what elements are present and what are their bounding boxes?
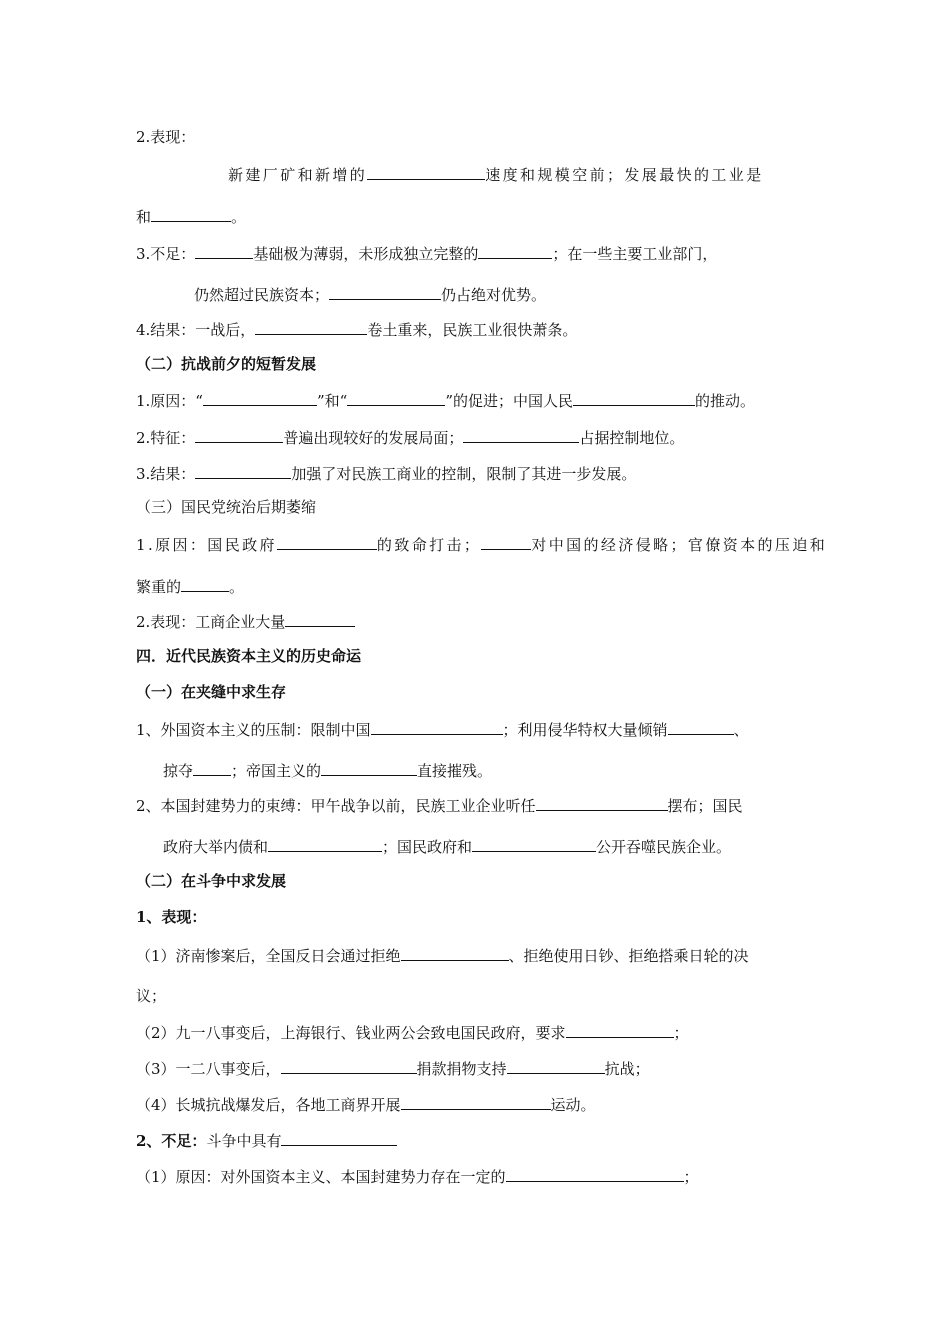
text-line: 4.结果：一战后， 卷土重来，民族工业很快萧条。 — [136, 318, 577, 340]
fill-blank[interactable] — [536, 794, 668, 811]
text-line: （2）九一八事变后，上海银行、钱业两公会致电国民政府，要求 ； — [136, 1021, 689, 1043]
fill-blank[interactable] — [195, 426, 283, 443]
fill-blank[interactable] — [321, 759, 417, 776]
text-line: 2.特征： 普遍出现较好的发展局面； 占据控制地位。 — [136, 426, 684, 448]
fill-blank[interactable] — [329, 283, 441, 300]
text-line: （3）一二八事变后， 捐款捐物支持 抗战； — [136, 1057, 650, 1079]
fill-blank[interactable] — [151, 205, 231, 222]
text-line: 1.原因：国民政府 的致命打击； 对中国的经济侵略；官僚资本的压迫和 — [136, 533, 827, 555]
fill-blank[interactable] — [277, 533, 377, 550]
text-line: （1）原因：对外国资本主义、本国封建势力存在一定的 ； — [136, 1165, 699, 1187]
text-line: 新建厂矿和新增的 速度和规模空前；发展最快的工业是 — [228, 163, 764, 185]
fill-blank[interactable] — [472, 835, 596, 852]
text-line: 2、不足：斗争中具有 — [136, 1129, 397, 1151]
fill-blank[interactable] — [573, 389, 695, 406]
fill-blank[interactable] — [367, 163, 485, 180]
text-line: 3.结果： 加强了对民族工商业的控制，限制了其进一步发展。 — [136, 462, 636, 484]
fill-blank[interactable] — [203, 389, 317, 406]
fill-blank[interactable] — [281, 1057, 417, 1074]
fill-blank[interactable] — [195, 462, 291, 479]
section-heading: 1、表现： — [136, 908, 207, 926]
fill-blank[interactable] — [285, 610, 355, 627]
fill-blank[interactable] — [507, 1057, 605, 1074]
text-line: 1.原因：“ ”和“ ”的促进；中国人民 的推动。 — [136, 389, 755, 411]
text-line: 1、外国资本主义的压制：限制中国 ；利用侵华特权大量倾销 、 — [136, 718, 749, 740]
text-line: 2.表现：工商企业大量 — [136, 610, 355, 632]
text-line: 2、本国封建势力的束缚：甲午战争以前，民族工业企业听任 摆布；国民 — [136, 794, 743, 816]
section-heading: （三）国民党统治后期萎缩 — [136, 498, 317, 516]
text-line: 和 。 — [136, 205, 246, 227]
fill-blank[interactable] — [347, 389, 445, 406]
text-line: 繁重的 。 — [136, 575, 244, 597]
text-line: （1）济南惨案后，全国反日会通过拒绝 、拒绝使用日钞、拒绝搭乘日轮的决 — [136, 944, 749, 966]
text-line: 政府大举内债和 ；国民政府和 公开吞噬民族企业。 — [163, 835, 731, 857]
text-line: 议； — [136, 987, 167, 1005]
fill-blank[interactable] — [268, 835, 382, 852]
fill-blank[interactable] — [193, 759, 231, 776]
fill-blank[interactable] — [478, 242, 552, 259]
fill-blank[interactable] — [566, 1021, 674, 1038]
section-heading: （一）在夹缝中求生存 — [136, 683, 287, 701]
fill-blank[interactable] — [281, 1129, 397, 1146]
section-heading: （二）在斗争中求发展 — [136, 872, 287, 890]
fill-blank[interactable] — [255, 318, 367, 335]
text-line: 2.表现： — [136, 128, 196, 146]
text-line: （4）长城抗战爆发后，各地工商界开展 运动。 — [136, 1093, 596, 1115]
section-heading: （二）抗战前夕的短暂发展 — [136, 355, 317, 373]
section-heading: 四．近代民族资本主义的历史命运 — [136, 647, 362, 665]
fill-blank[interactable] — [506, 1165, 684, 1182]
fill-blank[interactable] — [195, 242, 253, 259]
text-line: 3.不足： 基础极为薄弱，未形成独立完整的 ；在一些主要工业部门， — [136, 242, 717, 264]
fill-blank[interactable] — [371, 718, 503, 735]
text-line: 仍然超过民族资本； 仍占绝对优势。 — [194, 283, 546, 305]
fill-blank[interactable] — [481, 533, 531, 550]
fill-blank[interactable] — [463, 426, 579, 443]
fill-blank[interactable] — [668, 718, 734, 735]
text-line: 掠夺 ；帝国主义的 直接摧残。 — [163, 759, 492, 781]
fill-blank[interactable] — [181, 575, 229, 592]
fill-blank[interactable] — [401, 944, 509, 961]
fill-blank[interactable] — [401, 1093, 551, 1110]
